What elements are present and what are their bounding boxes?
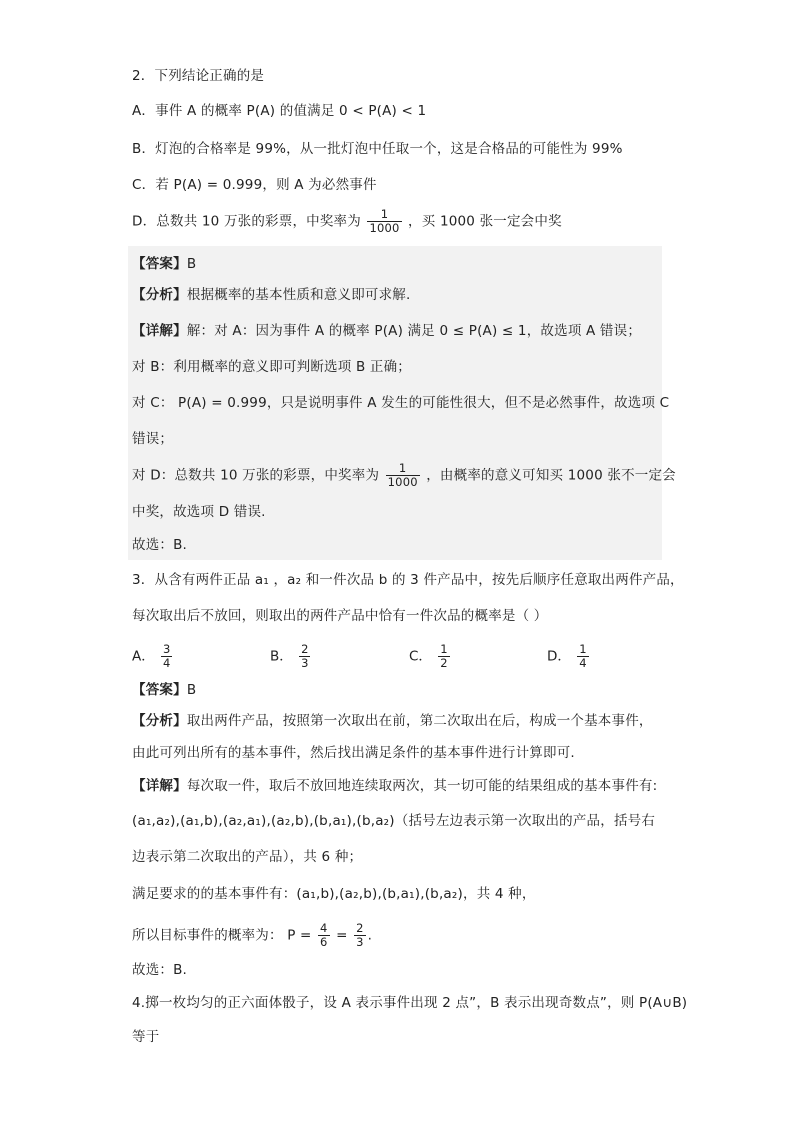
q2-option-c: C．若 P(A) = 0.999，则 A 为必然事件 [132,177,377,193]
option-label: D． [547,648,571,665]
q3-detail-2: (a₁,a₂),(a₁,b),(a₂,a₁),(a₂,b),(b,a₁),(b,a₂)（括号左边表示第一次取出的产品，括号右 [132,813,656,829]
fraction-numerator: 4 [320,921,328,935]
fraction-numerator: 1 [440,642,448,656]
q2-detail-5 [132,462,676,489]
detail-5-text: 所以目标事件的概率为： P = [132,927,312,944]
fraction-denominator: 4 [163,656,171,670]
option-fraction [299,643,310,670]
fraction-denominator: 4 [579,656,587,670]
q3-stem-1: 3．从含有两件正品 a₁ ，a₂ 和一件次品 b 的 3 件产品中，按先后顺序任意取出两件产品， [132,572,684,588]
q2-option-b: B．灯泡的合格率是 99%，从一批灯泡中任取一个，这是合格品的可能性为 99% [132,141,623,157]
detail-tag: 【详解】 [132,323,187,339]
fraction-numerator: 1 [579,642,587,656]
q4-stem-2: 等于 [132,1029,160,1045]
answer-value: B [186,682,197,698]
q2-option-a: A．事件 A 的概率 P(A) 的值满足 0 < P(A) < 1 [132,103,427,119]
q2-detail-4: 错误； [132,431,174,447]
q3-detail-3: 边表示第二次取出的产品），共 6 种； [132,849,363,865]
detail-5-rest: ，由概率的意义可知买 1000 张不一定会 [426,467,676,484]
q2-option-d [132,208,562,235]
fraction-numerator: 1 [386,462,420,476]
fraction-denominator: 2 [440,656,448,670]
detail-tag: 【详解】 [132,778,187,794]
fraction-numerator: 1 [367,208,401,222]
detail-5-text: 对 D：总数共 10 万张的彩票，中奖率为 [132,467,380,484]
q3-conclusion: 故选：B. [132,962,188,978]
q3-answer [132,680,196,700]
equals-sign: = [336,927,348,944]
fraction-denominator: 1000 [369,221,400,235]
analysis-text: 取出两件产品，按照第一次取出在前，第二次取出在后，构成一个基本事件， [186,713,653,729]
answer-tag: 【答案】 [132,256,187,272]
analysis-tag: 【分析】 [132,713,187,729]
q2-detail-6: 中奖，故选项 D 错误. [132,504,266,520]
q3-option-d [547,643,591,670]
q2-detail-2: 对 B：利用概率的意义即可判断选项 B 正确； [132,359,411,375]
fraction-numerator: 3 [163,642,171,656]
q4-stem-1: 4.掷一枚均匀的正六面体骰子，设 A 表示事件出现 2 点”，B 表示出现奇数点”，则 P(A∪B) [132,995,688,1011]
fraction-1 [318,922,330,949]
q2-conclusion: 故选：B. [132,537,188,553]
option-label: C． [409,648,432,665]
q2-option-d-text: D．总数共 10 万张的彩票，中奖率为 [132,213,361,230]
q2-option-d-fraction [367,208,401,235]
q2-stem: 2．下列结论正确的是 [132,68,265,84]
analysis-text: 根据概率的基本性质和意义即可求解. [186,287,411,303]
q3-analysis-1 [132,711,653,731]
fraction-denominator: 3 [301,656,309,670]
fraction-2 [354,922,366,949]
fraction-denominator: 6 [320,935,328,949]
fraction-numerator: 2 [301,642,309,656]
answer-tag: 【答案】 [132,682,187,698]
q3-detail-4: 满足要求的的基本事件有：(a₁,b),(a₂,b),(b,a₁),(b,a₂)，共 4 种， [132,886,536,902]
option-fraction [161,643,172,670]
q3-analysis-2: 由此可列出所有的基本事件，然后找出满足条件的基本事件进行计算即可. [132,745,575,761]
option-fraction [438,643,449,670]
q3-option-a [132,643,174,670]
fraction-numerator: 2 [356,921,364,935]
q3-detail-5 [132,922,372,949]
q2-detail-3: 对 C： P(A) = 0.999，只是说明事件 A 发生的可能性很大，但不是必然事件，故选项 C [132,395,670,411]
fraction-denominator: 1000 [387,475,418,489]
answer-value: B [186,256,197,272]
q2-answer [132,254,196,274]
analysis-tag: 【分析】 [132,287,187,303]
q2-detail-1 [132,321,641,341]
detail-text: 每次取一件，取后不放回地连续取两次，其一切可能的结果组成的基本事件有: [186,778,658,794]
option-label: B． [270,648,293,665]
fraction-denominator: 3 [356,935,364,949]
q3-option-c [409,643,452,670]
detail-5-fraction [386,462,420,489]
option-fraction [577,643,588,670]
detail-text: 解：对 A：因为事件 A 的概率 P(A) 满足 0 ≤ P(A) ≤ 1，故选项 A 错误； [186,323,642,339]
q3-stem-2: 每次取出后不放回，则取出的两件产品中恰有一件次品的概率是（ ） [132,608,548,624]
period: . [367,927,373,944]
option-label: A． [132,648,155,665]
q2-analysis [132,285,411,305]
q3-option-b [270,643,312,670]
q3-detail-1 [132,776,657,796]
q2-option-d-rest: ，买 1000 张一定会中奖 [408,213,562,230]
